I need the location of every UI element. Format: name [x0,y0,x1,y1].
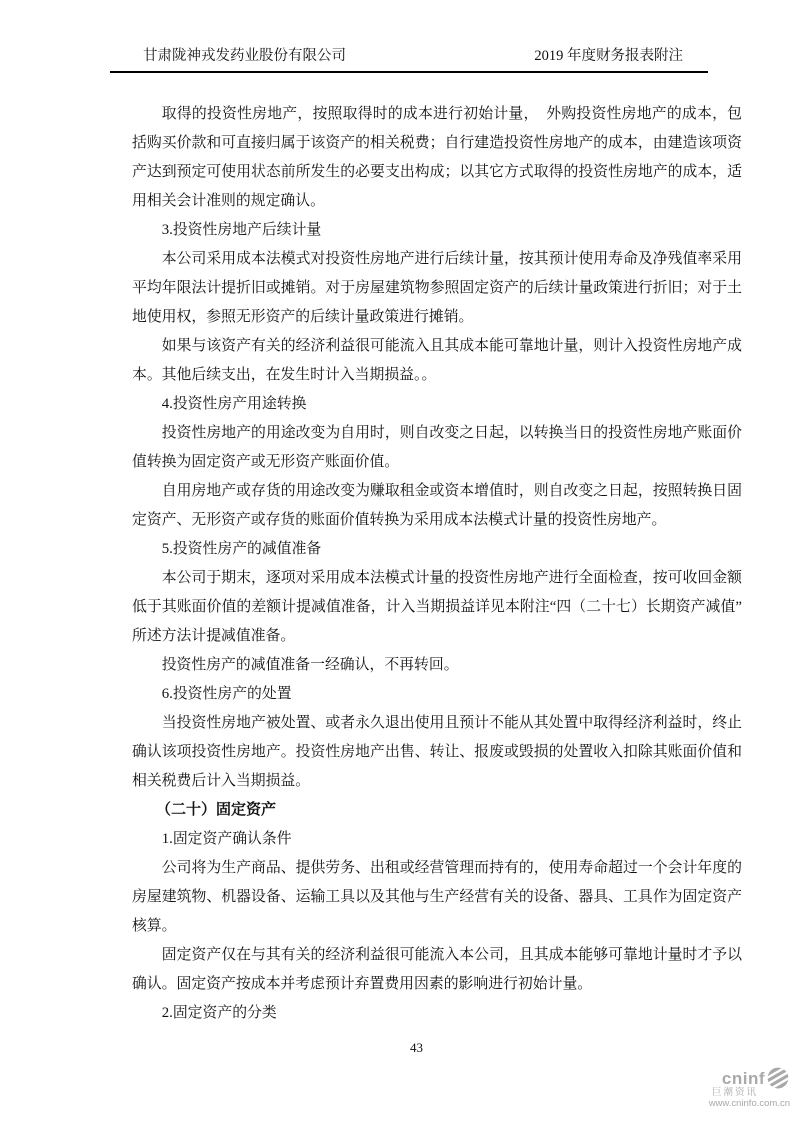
paragraph: 如果与该资产有关的经济利益很可能流入且其成本能可靠地计量，则计入投资性房地产成本。其他后续支出，在发生时计入当期损益。。 [132,338,742,383]
subheading: 4.投资性房产用途转换 [161,396,307,412]
cninfo-chinese-name: 巨潮资讯 [711,1087,758,1098]
paragraph: 投资性房产的减值准备一经确认，不再转回。 [161,657,459,673]
paragraph: 公司将为生产商品、提供劳务、出租或经营管理而持有的，使用寿命超过一个会计年度的房屋建筑物、机器设备、运输工具以及其他与生产经营有关的设备、器具、工具作为固定资产核算。 [132,860,742,934]
cninfo-brand-text: cninf [721,1068,765,1088]
cninfo-url: www.cninfo.com.cn [708,1098,790,1109]
cninfo-swoosh-icon [766,1066,790,1090]
subheading: 3.投资性房地产后续计量 [161,222,322,238]
page-number: 43 [410,1040,423,1055]
header-rule [110,71,708,73]
section-heading: （二十）固定资产 [156,802,277,818]
paragraph: 本公司采用成本法模式对投资性房地产进行后续计量，按其预计使用寿命及净残值率采用平均年限法计提折旧或摊销。对于房屋建筑物参照固定资产的后续计量政策进行折旧；对于土地使用权，参照无形资产的后续计量政策进行摊销。 [132,251,742,325]
paragraph: 取得的投资性房地产，按照取得时的成本进行初始计量， 外购投资性房地产的成本，包括购买价款和可直接归属于该资产的相关税费；自行建造投资性房地产的成本，由建造该项资产达到预定可使用状态前所发生的必要支出构成；以其它方式取得的投资性房地产的成本，适用相关会计准则的规定确认。 [132,106,742,209]
header-company-name: 甘肃陇神戎发药业股份有限公司 [143,48,346,64]
document-body [132,100,742,1028]
subheading: 2.固定资产的分类 [161,1005,277,1021]
paragraph: 投资性房地产的用途改变为自用时，则自改变之日起，以转换当日的投资性房地产账面价值转换为固定资产或无形资产账面价值。 [132,425,742,470]
paragraph: 自用房地产或存货的用途改变为赚取租金或资本增值时，则自改变之日起，按照转换日固定资产、无形资产或存货的账面价值转换为采用成本法模式计量的投资性房地产。 [132,483,742,528]
header-document-title: 2019 年度财务报表附注 [534,48,683,64]
paragraph: 固定资产仅在与其有关的经济利益很可能流入本公司，且其成本能够可靠地计量时才予以确认。固定资产按成本并考虑预计弃置费用因素的影响进行初始计量。 [132,947,742,992]
cninfo-logo [698,1066,790,1109]
paragraph: 当投资性房地产被处置、或者永久退出使用且预计不能从其处置中取得经济利益时，终止确认该项投资性房地产。投资性房地产出售、转让、报废或毁损的处置收入扣除其账面价值和相关税费后计入当期损益。 [132,715,742,789]
subheading: 6.投资性房产的处置 [161,686,292,702]
subheading: 1.固定资产确认条件 [161,831,292,847]
subheading: 5.投资性房产的减值准备 [161,541,322,557]
paragraph: 本公司于期末，逐项对采用成本法模式计量的投资性房地产进行全面检查，按可收回金额低于其账面价值的差额计提减值准备，计入当期损益详见本附注“四（二十七）长期资产减值”所述方法计提减值准备。 [132,570,742,644]
